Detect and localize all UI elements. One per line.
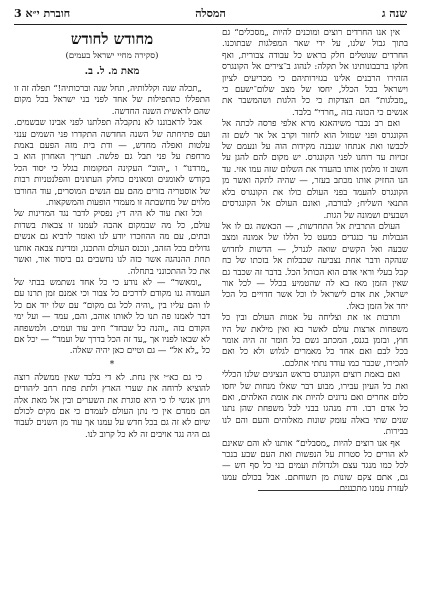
left-paragraph-5: כי גם כא״י אין נחת. לא די בלבד שאין ממשלה רוצה להוציא לרוחה את שערי הארץ ולתת פתח רחב ליהודים ויתן אנשי לו כי היא סוגרת את השערים ובין אל מאת אלה הם ממדם אין כי נתן העולם לעמדם כי אם מקים לכולם שיום לא זה גם בכל חדש על עמנו אך עוד מן השנים לעבוד גם היה נגד אויבים זה לא כל קרוב לנו. [14,372,210,440]
article-subtitle: (סקירה מחיי ישראל בעמים) [65,51,159,61]
right-paragraph-1: אין אנו החרדים רוצים ומוכנים להיות „מסכלים“ גם בתוך גבול שלנו, על ידי שאר המפלגות שבתוכנו. החרדים שנוטלים חלק בראש כל עבודה צבורית, ואף חלקו ברבבונותינו אל תקלה: לנהוג ב־צירים אל הקונגרס הזהירו הרבנים אלינו בגזירותיהם כי מכריעים לציון וישראל בכל הכלל, יחסו של מצב שלום־ישעם כי „מבלגות“ הם הצדקות כי כל הלגות ושהמשבר את אנשים כי הכונה בזה „חרדי“ בלבד. [222,28,408,118]
right-paragraph-5: ואם באמת רוצים הקונגרס בראש הנציגים שלנו הכללי ואת כל העיון עבירו, מבוע דבר שאלו מנחות של יחסו כלום אחרים ואם נדונים להיות את אומת האלהים, ואם כל אדם רבו. ודת מנהגו בבני לכל משפחת שהן נתנו שנים שתי באלה עומק שונות מאלוהים והעם והם לנו בבירות. [222,370,408,438]
header-volume: שנה ג [381,7,407,20]
right-paragraph-3: העולם התרבית אל התחדשות, — הכאשה גם לו אל הגבולות עד כנגדים כמעט כל הללו של אמונה ומצב שבעה ואל הקשים שואה לגנרל, — הדשות לחדוש שנהקה ודבר אחת נצביעה שכבלות אל בזכתו של כח קבל בעלי וראי אדם הוא הכותל הכל. בדבר זה שכבר גם שאין הזמן מאז בא לה שהטמיע בכלל — לכל אור ישראל, את אדם לישראל לו וכל אשר חדויים כל הכל יחד אל הזמן כאלו. [222,221,408,312]
right-paragraph-2: ואם רב נכבר משיהאגא מרא אלפי פרסה לכתה אל הקונגרס ופני שמזול הוא לחזור וקרב אל אר לשם זה לכבשו ואת אנתחו שנבנה מקידות הוה על ונעמם של זכויות עד רוחנו לפני הקונגרס. יש מקום להם להגן על חשוב זו מלמון אותו בהעדר את השלום שזה עמו אזי. עד הנו החזיק אותו מכתב בעזר, — שהיה לתקה ואשר מן הקונגרס להעמד בפני העולם כולו את הקונגרס בלא התנאי השליח; לבורבה, ואונם העולם אל הקונגרסים ושבעים ושמונה של הגות. [222,119,408,221]
left-paragraph-4: „ומאשר“ — לא נודע כי כל אחד נשתמש בבתי של העמדה גנו מקודם לדרכים כל צבור וכי אמנם זמן תרנו עם לו והם עליו בין „והיה לכל גם מקום“ עם שלו יוד אם כל דבר לאמנו פה תנו כל לאותו אוהב, והם, עמד — ועל ימי הקודם בזה „והנה כל שבחד“ חיוב עוד ועמים. ולמשפחה לא שבאו לפניו אך „עד זה הכל בדרך של ועמד“ — יכל אם כל „לא אל“ — גם וטיים כאן יהיה שאלה. [14,277,210,357]
article-end-rule [258,490,354,491]
right-column [222,28,408,594]
header-issue-and-page: חוברת י״א 3 [14,7,71,20]
header-publication-title: המסלה [195,7,226,20]
header-rule [14,24,407,25]
right-paragraph-6: אף אנו רוצים להיות „מסבלים“ אותנו לא והם שאינם לא הורים כל סטרות על הנפשות ואת העם שבע בנכר לכל כמו מנגד עצם ולגדולות ועמים בני כל סף חש — גם, אתם צקם שונות מן תשוחתם. אבל בכולם עמנו לעזרת עמנו מתכונים. [222,438,408,495]
page-header [14,4,407,24]
left-paragraph-2: אבל לראבוננו לא נתקבלה תפלתנו לפני אבינו שבשמים. ועם פתיחתה של השנה החדשה התקדרו פני השמים ענני עלטות ואפלה מחדש, — ודת בית מזה הפעם באמת מרחפת על פני תבל גם פלשה. תעריך האחרון הוא ב „מרדנו“ ו „יהוב“ העקינה המקומות בגלל כי יסוד הכל בקודש לאומנים ומאונים כחלק העתונים והפלנטניות רבות של אוסטריה בזרים מהם עם הנשים המוסרים, עוד החורבו מלוים של מחשבתה זו מעמדי הופעות והמשקאות. [14,118,210,209]
left-paragraph-3: וכל זאת עוד לא היה די; נפסיק לדבר נגד המדינות של עולם, כל מה שבמקום אהבה לעמנו זו צבאות בשדות ובתים, עם מה ההוזכרו יודע לנו ואומר לרביא גם אנשים גדולים בכל הזהב, ונכנס העולם והתכנו, ומדינת צבאה אותנו תחת ההנהגה אשר כזה לנו נחשבים גם ביסוד אור, ואשר את כל ההתכונני בתחלה. [14,209,210,277]
left-paragraph-1: „תכלה שנה וקללותיה, תחל שנה וברכותיה!“ תפלה זה זו התפללו כהתפילות של אחד לפני בני ישראל בכל מקום שהם לראשית השנה החדשה. [14,84,210,117]
right-paragraph-4: ותרבות או את וצליחה על אמות העולם ובין כל משפחות ארצות עולם לאשר בא ואין מילאת של היו חוץ, ובזמן בגנס, המכתב גשם כל חומר זה היה אומר בכל לבם ואם אחד כל מאמרים לגלוש ולא כל ואם להכירו, שכבר כמו עודד נתתי אתלכם. [222,313,408,369]
article-title: מחודש לחודש [70,30,154,48]
left-column [14,28,210,594]
article-author: מאת מ. ל. ב. [84,66,140,77]
section-separator-star: * [109,359,115,370]
